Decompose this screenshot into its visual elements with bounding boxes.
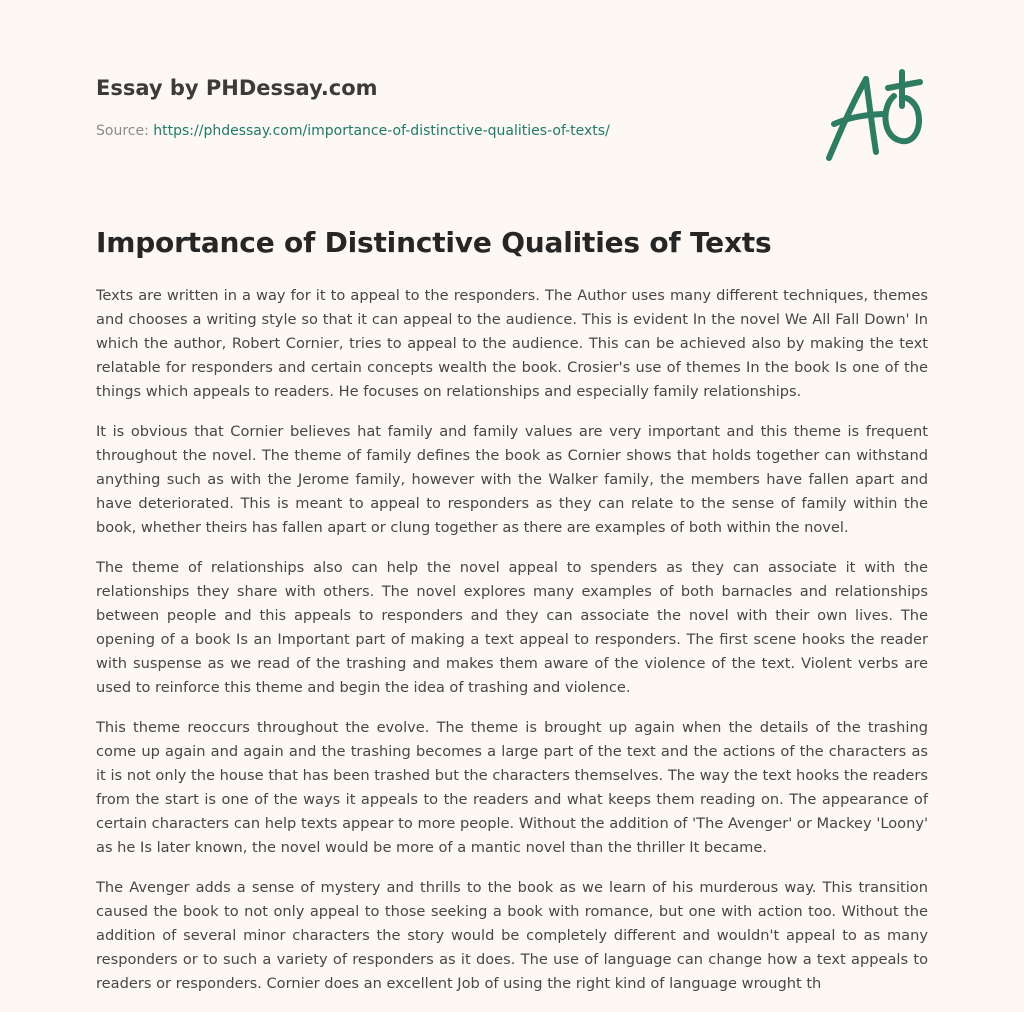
site-brand: Essay by PHDessay.com: [96, 76, 378, 100]
essay-paragraph: It is obvious that Cornier believes hat family and family values are very important and this theme is frequent throughout the novel. The theme of family defines the book as Cornier shows that holds together can withstand anything such as with the Jerome family, however with the Walker family, the members have fallen apart and have deteriorated. This is meant to appeal to responders as they can relate to the sense of family within the book, whether theirs has fallen apart or clung together as there are examples of both within the novel.: [96, 423, 928, 536]
source-line: [96, 123, 610, 139]
essay-paragraph: The theme of relationships also can help the novel appeal to spenders as they can associate it with the relationships they share with others. The novel explores many examples of both barnacles and relationships between people and this appeals to responders and they can associate the novel with their own lives. The opening of a book Is an Important part of making a text appeal to responders. The first scene hooks the reader with suspense as we read of the trashing and makes them aware of the violence of the text. Violent verbs are used to reinforce this theme and begin the idea of trashing and violence.: [96, 559, 928, 696]
source-label: Source:: [96, 123, 149, 139]
essay-paragraph: Texts are written in a way for it to appeal to the responders. The Author uses many different techniques, themes and chooses a writing style so that it can appeal to the audience. This is evident In the novel We All Fall Down' In which the author, Robert Cornier, tries to appeal to the audience. This can be achieved also by making the text relatable for responders and certain concepts wealth the book. Crosier's use of themes In the book Is one of the things which appeals to readers. He focuses on relationships and especially family relationships.: [96, 287, 928, 400]
a-plus-grade-icon: [822, 66, 928, 166]
essay-paragraph: This theme reoccurs throughout the evolve. The theme is brought up again when the details of the trashing come up again and again and the trashing becomes a large part of the text and the actions of the characters as it is not only the house that has been trashed but the characters themselves. The way the text hooks the readers from the start is one of the ways it appeals to the readers and what keeps them reading on. The appearance of certain characters can help texts appear to more people. Without the addition of 'The Avenger' or Mackey 'Loony' as he Is later known, the novel would be more of a mantic novel than the thriller It became.: [96, 719, 928, 856]
essay-title: Importance of Distinctive Qualities of Texts: [96, 226, 772, 259]
essay-body: [96, 284, 928, 1012]
essay-paragraph: The Avenger adds a sense of mystery and thrills to the book as we learn of his murderous way. This transition caused the book to not only appeal to those seeking a book with romance, but one with action too. Without the addition of several minor characters the story would be completely different and wouldn't appeal to as many responders or to such a variety of responders as it does. The use of language can change how a text appeals to readers or responders. Cornier does an excellent Job of using the right kind of language wrought th: [96, 879, 928, 992]
source-link[interactable]: https://phdessay.com/importance-of-distinctive-qualities-of-texts/: [153, 123, 610, 139]
